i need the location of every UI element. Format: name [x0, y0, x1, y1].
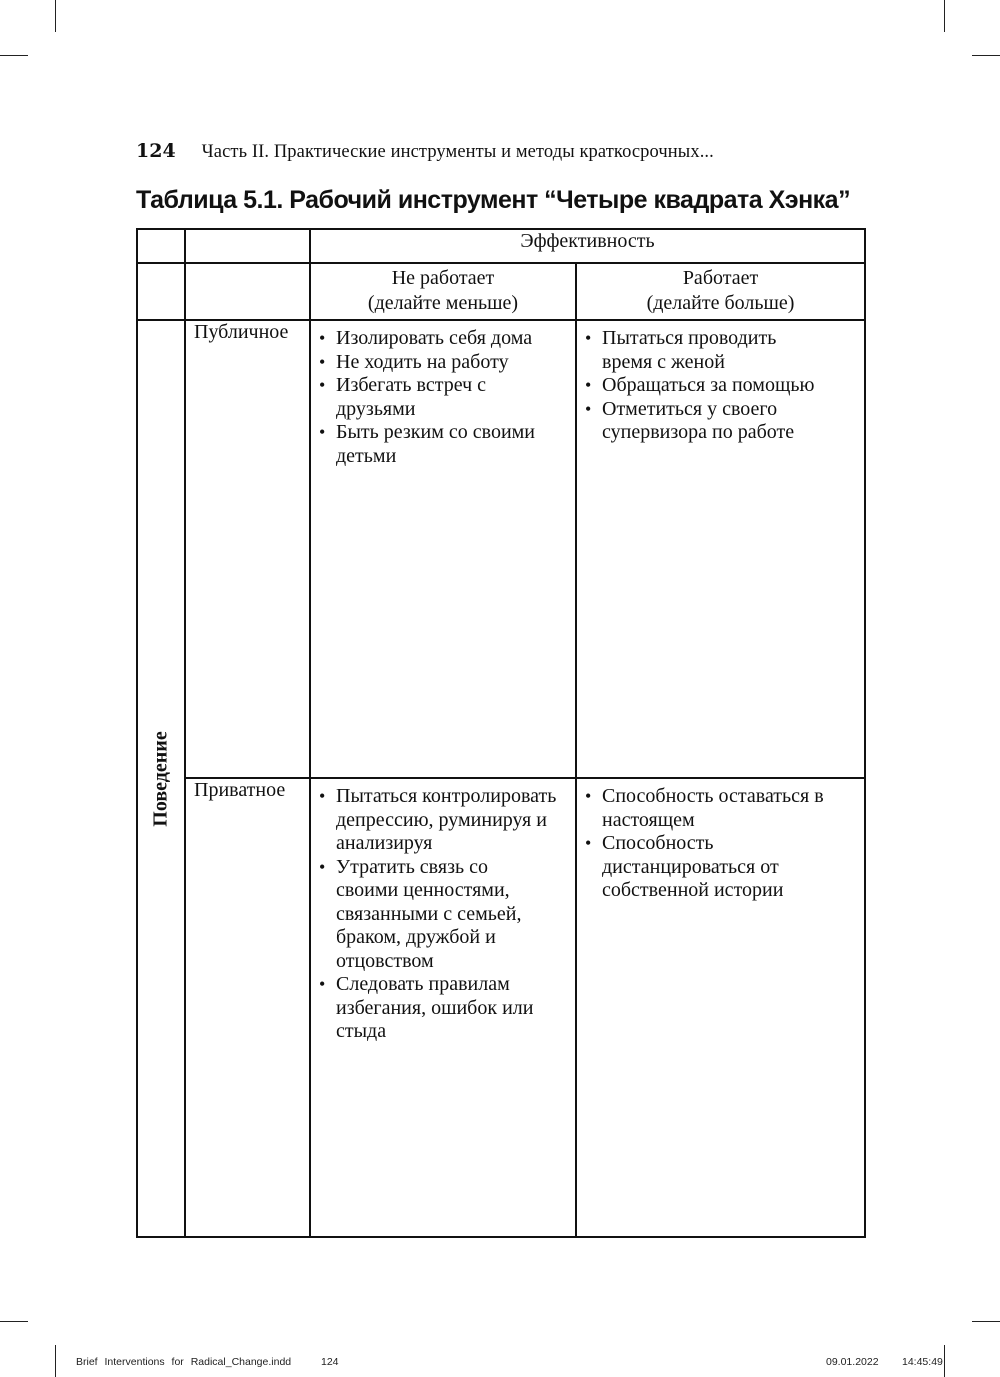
empty-corner-cell	[137, 229, 185, 263]
list-item: • Пытаться контролировать депрессию, руминируя и анализируя	[319, 785, 559, 856]
list-item: • Не ходить на работу	[319, 351, 567, 375]
list-item: • Избегать встреч с друзьями	[319, 374, 494, 421]
list-item: • Способность оставаться в настоящем	[585, 785, 856, 832]
crop-mark	[55, 1345, 56, 1377]
list-item: • Утратить связь со своими ценностями, связанными с семьей, браком, дружбой и отцовством	[319, 856, 544, 974]
cell-public-working	[576, 320, 865, 778]
column-header-not-working	[310, 263, 576, 320]
cell-private-working	[576, 778, 865, 1237]
list-item: • Обращаться за помощью	[585, 374, 856, 398]
crop-mark	[972, 55, 1000, 56]
list-item: • Следовать правилам избегания, ошибок или стыда	[319, 973, 567, 1044]
table-title: Таблица 5.1. Рабочий инструмент “Четыре квадрата Хэнка”	[136, 186, 851, 214]
crop-mark	[972, 1321, 1000, 1322]
empty-corner-cell	[185, 263, 310, 320]
row-label-private: Приватное	[185, 778, 310, 1237]
crop-mark	[0, 1321, 28, 1322]
four-squares-table	[136, 228, 866, 1238]
list-item: • Пытаться проводить время с женой	[585, 327, 810, 374]
column-header-line: Работает	[682, 267, 759, 289]
row-label-public: Публичное	[185, 320, 310, 778]
behavior-row-header	[137, 320, 185, 1237]
column-header-line: Не работает	[391, 267, 495, 289]
column-header-line: (делайте меньше)	[367, 292, 519, 314]
page-number: 124	[136, 140, 176, 162]
cell-private-not-working	[310, 778, 576, 1237]
behavior-label: Поведение	[149, 730, 172, 827]
crop-mark	[944, 1345, 945, 1377]
column-header-line: (делайте больше)	[646, 292, 795, 314]
running-head	[136, 140, 866, 163]
footer-file-name: Brief Interventions for Radical_Change.indd	[76, 1356, 292, 1368]
effectiveness-header: Эффективность	[310, 229, 865, 263]
list-item: • Способность дистанцироваться от собственной истории	[585, 832, 825, 903]
empty-corner-cell	[137, 263, 185, 320]
cell-public-not-working	[310, 320, 576, 778]
footer-page: 124	[321, 1356, 339, 1368]
crop-mark	[0, 55, 28, 56]
column-header-working	[576, 263, 865, 320]
list-item: • Быть резким со своими детьми	[319, 421, 567, 468]
crop-mark	[944, 0, 945, 32]
empty-corner-cell	[185, 229, 310, 263]
footer-date: 09.01.2022	[826, 1356, 879, 1368]
footer-time: 14:45:49	[902, 1356, 943, 1368]
part-title: Часть II. Практические инструменты и методы краткосрочных...	[201, 142, 714, 162]
list-item: • Отметиться у своего супервизора по работе	[585, 398, 835, 445]
list-item: • Изолировать себя дома	[319, 327, 567, 351]
crop-mark	[55, 0, 56, 32]
